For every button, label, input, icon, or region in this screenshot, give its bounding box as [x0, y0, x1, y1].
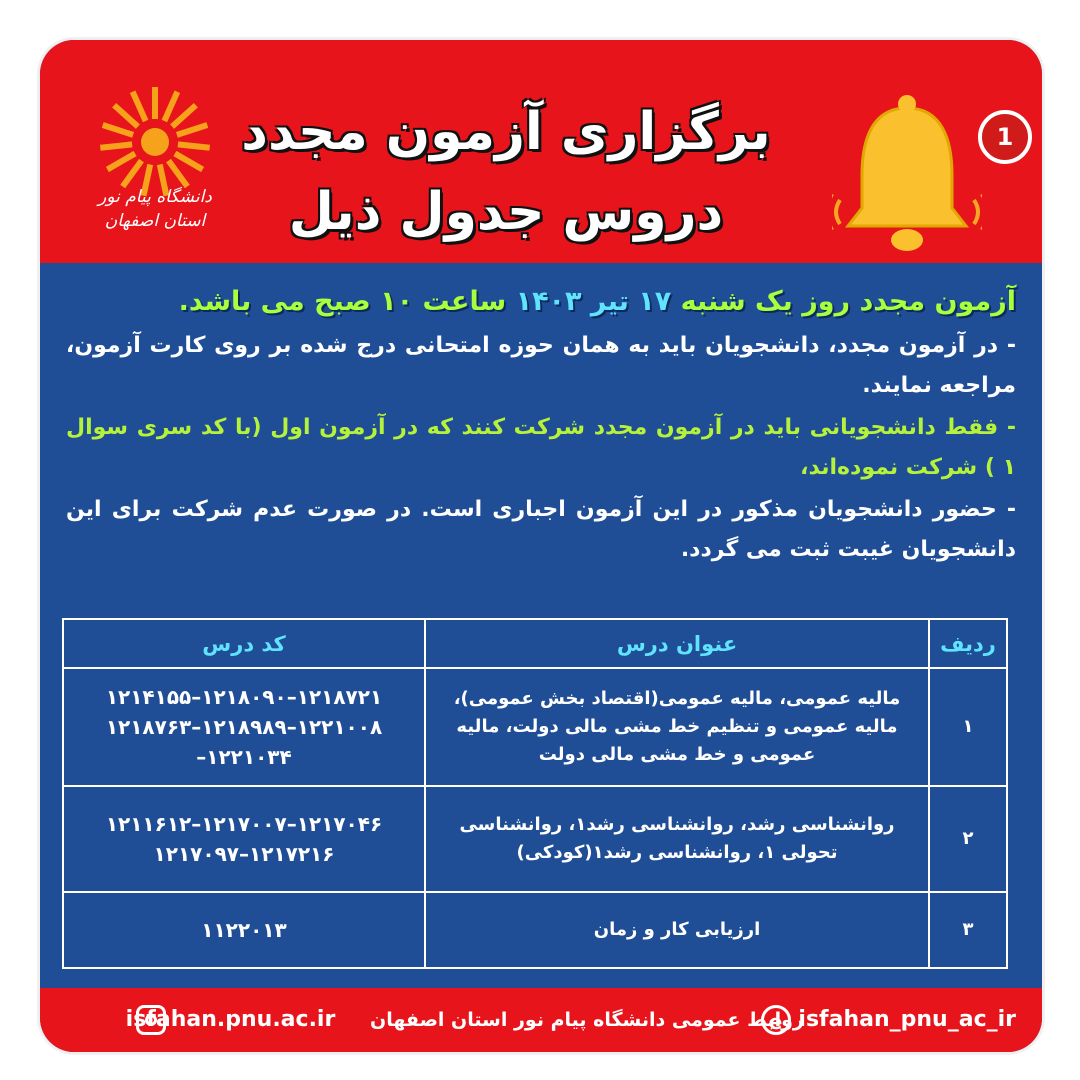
bell-icon — [832, 90, 982, 260]
eitaa-icon — [761, 1005, 791, 1035]
headline-day: آزمون مجدد روز یک شنبه — [680, 286, 1016, 317]
header-course-code: کد درس — [63, 619, 425, 668]
row-number: ۲ — [929, 786, 1007, 892]
course-code: ۱۱۲۲۰۱۳ — [63, 892, 425, 968]
table-row — [63, 668, 1007, 786]
table-row — [63, 786, 1007, 892]
logo-line-1: دانشگاه پیام نور — [98, 187, 212, 207]
table-row — [63, 892, 1007, 968]
header-banner — [40, 40, 1042, 263]
row-number: ۱ — [929, 668, 1007, 786]
note-attendance: - حضور دانشجویان مذکور در این آزمون اجباری است. در صورت عدم شرکت برای این دانشجویان غیبت ثبت می گردد. — [66, 497, 1016, 562]
website-link[interactable] — [88, 1002, 335, 1038]
header-row-number: ردیف — [929, 619, 1007, 668]
public-relations: روابط عمومی دانشگاه پیام نور استان اصفهان — [370, 1009, 804, 1031]
title-line-1: برگزاری آزمون مجدد — [241, 102, 771, 162]
instagram-icon — [136, 1005, 166, 1035]
courses-table — [62, 618, 1008, 969]
page-title — [190, 92, 822, 252]
header-course-title: عنوان درس — [425, 619, 929, 668]
headline-time: ساعت ۱۰ صبح می باشد. — [178, 286, 507, 317]
headline-date: ۱۷ تیر ۱۴۰۳ — [515, 286, 672, 317]
course-code: ۱۲۱۸۷۲۱–۱۲۱۸۰۹۰–۱۲۱۴۱۵۵ ۱۲۲۱۰۰۸–۱۲۱۸۹۸۹–۱۲۱۸۷۶۳ ۱۲۲۱۰۳۴– — [63, 668, 425, 786]
announcement-body — [66, 280, 1016, 570]
website-text: isfahan.pnu.ac.ir — [125, 1007, 336, 1032]
footer-bar — [40, 988, 1042, 1052]
title-line-2: دروس جدول ذیل — [288, 182, 724, 242]
notification-badge: 1 — [978, 110, 1032, 164]
social-handle-text: isfahan_pnu_ac_ir — [798, 1007, 1016, 1032]
social-handle-link[interactable] — [761, 1002, 1016, 1038]
course-title: مالیه عمومی، مالیه عمومی(اقتصاد بخش عمومی)، مالیه عمومی و تنظیم خط مشی مالی دولت، مالیه عمومی و خط مشی مالی دولت — [425, 668, 929, 786]
table-header-row — [63, 619, 1007, 668]
exam-headline — [66, 280, 1016, 324]
course-code: ۱۲۱۷۰۴۶–۱۲۱۷۰۰۷–۱۲۱۱۶۱۲ ۱۲۱۷۲۱۶–۱۲۱۷۰۹۷ — [63, 786, 425, 892]
note-exam-location: - در آزمون مجدد، دانشجویان باید به همان حوزه امتحانی درج شده بر روی کارت آزمون، مراجعه نمایند. — [66, 333, 1016, 398]
row-number: ۳ — [929, 892, 1007, 968]
course-title: ارزیابی کار و زمان — [425, 892, 929, 968]
note-eligibility: - فقط دانشجویانی باید در آزمون مجدد شرکت کنند که در آزمون اول (با کد سری سوال ۱ ) شرکت نموده‌اند، — [66, 415, 1016, 480]
poster-frame — [40, 40, 1042, 1052]
logo-line-2: استان اصفهان — [104, 211, 206, 231]
course-title: روانشناسی رشد، روانشناسی رشد۱، روانشناسی تحولی ۱، روانشناسی رشد۱(کودکی) — [425, 786, 929, 892]
